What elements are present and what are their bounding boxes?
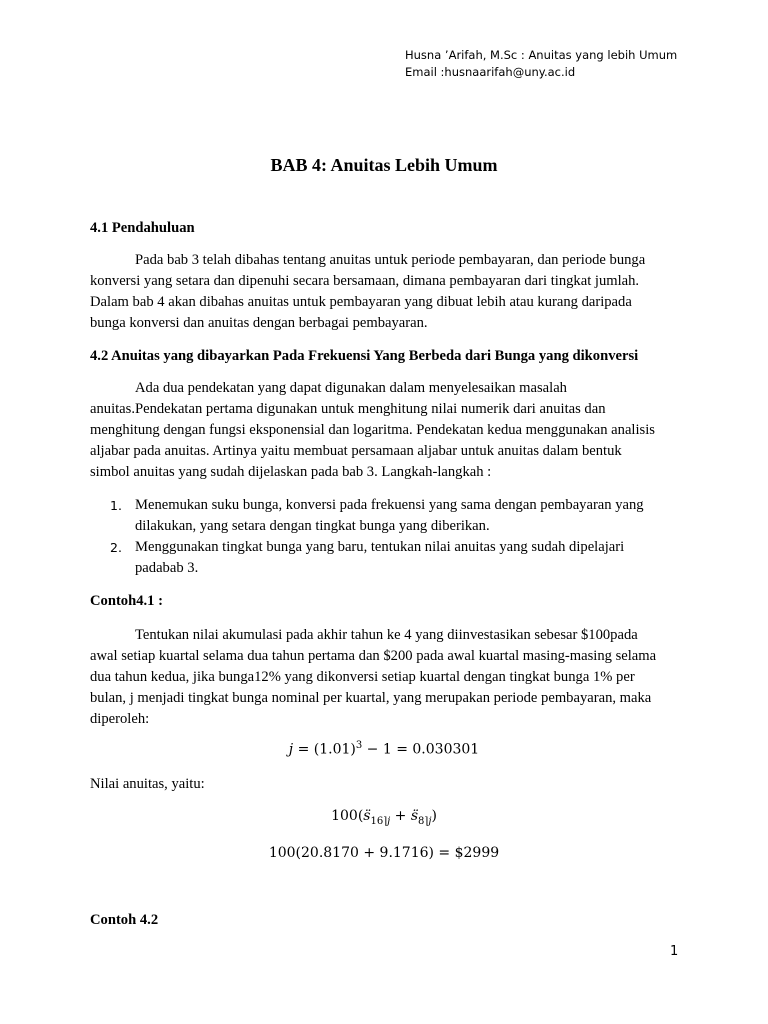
paragraph-line: Dalam bab 4 akan dibahas anuitas untuk pembayaran yang dibuat lebih atau kurang daripada bbox=[90, 294, 632, 310]
header-author-line: Husna ’Arifah, M.Sc : Anuitas yang lebih Umum bbox=[405, 48, 678, 62]
equation-variable: j bbox=[288, 741, 294, 758]
paragraph-line: Ada dua pendekatan yang dapat digunakan dalam menyelesaikan masalah bbox=[135, 380, 567, 396]
equation-subscript: 8 bbox=[418, 815, 425, 827]
list-item bbox=[90, 495, 677, 537]
list-item-line: Menggunakan tingkat bunga yang baru, tentukan nilai anuitas yang sudah dipelajari bbox=[135, 539, 625, 555]
paragraph-line: konversi yang setara dan dipenuhi secara bersamaan, dimana pembayaran dari tingkat jumlah. bbox=[90, 273, 640, 289]
equation-text: − 1 = 0.030301 bbox=[362, 741, 480, 758]
example-heading: Contoh 4.2 bbox=[90, 912, 159, 928]
page-number: 1 bbox=[670, 944, 679, 959]
equation-j bbox=[0, 740, 768, 758]
paragraph-line: menghitung dengan fungsi eksponensial dan logaritma. Pendekatan kedua menggunakan analisis bbox=[90, 422, 655, 438]
equation-annuity-symbol bbox=[0, 808, 768, 827]
annuity-label-block bbox=[90, 774, 677, 795]
equation-text: = (1.01) bbox=[293, 741, 356, 758]
equation-subscript: 16 bbox=[370, 815, 384, 827]
example-4-2 bbox=[90, 910, 677, 931]
paragraph-line: simbol anuitas yang sudah dijelaskan pada bab 3. Langkah-langkah : bbox=[90, 464, 492, 480]
equation-symbol: s̈ bbox=[363, 808, 371, 824]
section-4-1 bbox=[90, 218, 677, 239]
equation-exponent: 3 bbox=[355, 740, 363, 751]
paragraph-line: aljabar pada anuitas. Artinya yaitu membuat persamaan aljabar untuk anuitas dalam bentuk bbox=[90, 443, 622, 459]
list-number: 1. bbox=[110, 498, 122, 513]
paragraph-line: bunga konversi dan anuitas dengan berbagai pembayaran. bbox=[90, 315, 428, 331]
list-item-line: Menemukan suku bunga, konversi pada frekuensi yang sama dengan pembayaran yang bbox=[135, 497, 644, 513]
paragraph-line: dua tahun kedua, jika bunga12% yang dikonversi setiap kuartal dengan tingkat bunga 1% per bbox=[90, 669, 635, 685]
page-header bbox=[405, 47, 745, 81]
equation-symbol: s̈ bbox=[410, 808, 419, 824]
equation-angle: ⌉ bbox=[424, 815, 429, 827]
list-item-line: dilakukan, yang setara dengan tingkat bunga yang diberikan. bbox=[135, 518, 490, 534]
list-item-line: padabab 3. bbox=[135, 560, 199, 576]
section-4-2 bbox=[90, 346, 677, 367]
equation-result: 100(20.8170 + 9.1716) = $2999 bbox=[268, 845, 500, 861]
equation-angle: ⌉ bbox=[383, 815, 388, 827]
paragraph-line: anuitas.Pendekatan pertama digunakan untuk menghitung nilai numerik dari anuitas dan bbox=[90, 401, 606, 417]
paragraph-line: awal setiap kuartal selama dua tahun pertama dan $200 pada awal kuartal masing-masing selama bbox=[90, 648, 657, 664]
equation-subscript-var: j bbox=[428, 815, 432, 827]
section-4-2-paragraph bbox=[90, 378, 677, 483]
equation-text: + bbox=[390, 808, 411, 824]
chapter-title: BAB 4: Anuitas Lebih Umum bbox=[270, 155, 498, 175]
paragraph-line: Tentukan nilai akumulasi pada akhir tahun ke 4 yang diinvestasikan sebesar $100pada bbox=[135, 627, 638, 643]
section-4-1-paragraph bbox=[90, 250, 677, 334]
section-heading: 4.2 Anuitas yang dibayarkan Pada Frekuensi Yang Berbeda dari Bunga yang dikonversi bbox=[90, 348, 639, 364]
paragraph-line: diperoleh: bbox=[90, 711, 150, 727]
example-heading: Contoh4.1 : bbox=[90, 593, 163, 609]
annuity-label: Nilai anuitas, yaitu: bbox=[90, 776, 205, 792]
paragraph-line: Pada bab 3 telah dibahas tentang anuitas untuk periode pembayaran, dan periode bunga bbox=[135, 252, 646, 268]
equation-text: 100( bbox=[331, 808, 364, 824]
steps-list bbox=[90, 495, 677, 579]
equation-subscript-var: j bbox=[387, 815, 391, 827]
example-4-1 bbox=[90, 591, 677, 612]
example-4-1-paragraph bbox=[90, 625, 677, 730]
header-email-line: Email :husnaarifah@uny.ac.id bbox=[405, 65, 576, 79]
paragraph-line: bulan, j menjadi tingkat bunga nominal per kuartal, yang merupakan periode pembayaran, maka bbox=[90, 690, 652, 706]
list-number: 2. bbox=[110, 540, 122, 555]
equation-text: ) bbox=[431, 808, 437, 824]
section-heading: 4.1 Pendahuluan bbox=[90, 220, 195, 236]
list-item bbox=[90, 537, 677, 579]
